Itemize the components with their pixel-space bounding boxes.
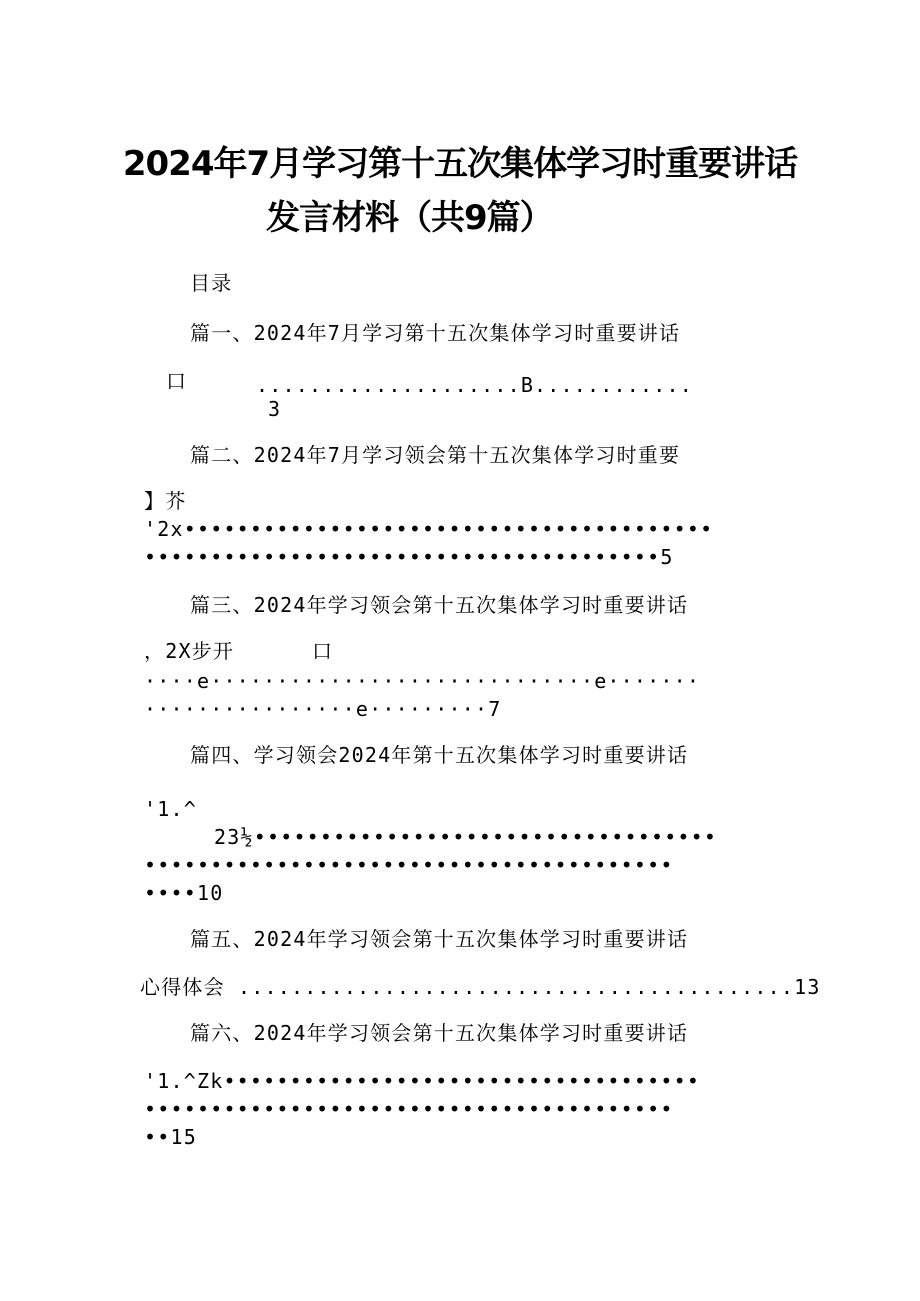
toc-entry-1-page[interactable]: 3 [268,397,282,421]
toc-entry-4-leader-1: 23½••••••••••••••••••••••••••••••••••• [214,825,718,849]
toc-entry-3-leader-1: ····e·····························e······· [144,669,701,693]
toc-entry-3-label[interactable]: 篇三、2024年学习领会第十五次集体学习时重要讲话 [190,593,689,617]
toc-entry-2-leader-page[interactable]: •••••••••••••••••••••••••••••••••••••••5 [144,545,674,569]
toc-entry-5-leader-page[interactable]: ..........................................13 [238,975,821,999]
toc-entry-6-leader-page[interactable]: ••15 [144,1125,197,1149]
toc-entry-3-line-2b: 口 [312,639,334,663]
document-title-line-1: 2024年7月学习第十五次集体学习时重要讲话 [122,144,798,184]
toc-entry-1-label[interactable]: 篇一、2024年7月学习第十五次集体学习时重要讲话 [190,321,681,345]
toc-entry-3-line-2a: ，2X步开 [144,639,235,663]
toc-entry-5-line-2a: 心得体会 [140,975,225,999]
toc-entry-6-label[interactable]: 篇六、2024年学习领会第十五次集体学习时重要讲话 [190,1021,689,1045]
toc-entry-6-line-2: '1.^Zk•••••••••••••••••••••••••••••••••••• [144,1069,701,1093]
toc-entry-4-line-2: '1.^ [144,797,197,821]
toc-heading: 目录 [190,271,233,295]
toc-entry-4-leader-page[interactable]: ••••10 [144,881,224,905]
toc-entry-2-label[interactable]: 篇二、2024年7月学习领会第十五次集体学习时重要 [190,443,681,467]
toc-entry-6-leader-1: •••••••••••••••••••••••••••••••••••••••• [144,1097,674,1121]
toc-entry-2-line-2: 】芥 [144,489,187,513]
toc-entry-2-leader-1: '2x•••••••••••••••••••••••••••••••••••••••• [144,517,714,541]
toc-entry-4-label[interactable]: 篇四、学习领会2024年第十五次集体学习时重要讲话 [190,743,689,767]
toc-entry-5-label[interactable]: 篇五、2024年学习领会第十五次集体学习时重要讲话 [190,927,689,951]
toc-entry-4-leader-2: •••••••••••••••••••••••••••••••••••••••• [144,853,674,877]
toc-entry-1-leader: ....................B............ [256,373,693,397]
toc-entry-3-leader-page[interactable]: ················e·········7 [144,697,502,721]
document-title-line-2: 发言材料（共9篇） [266,198,553,238]
toc-entry-1-line-2a: 口 [166,369,188,393]
